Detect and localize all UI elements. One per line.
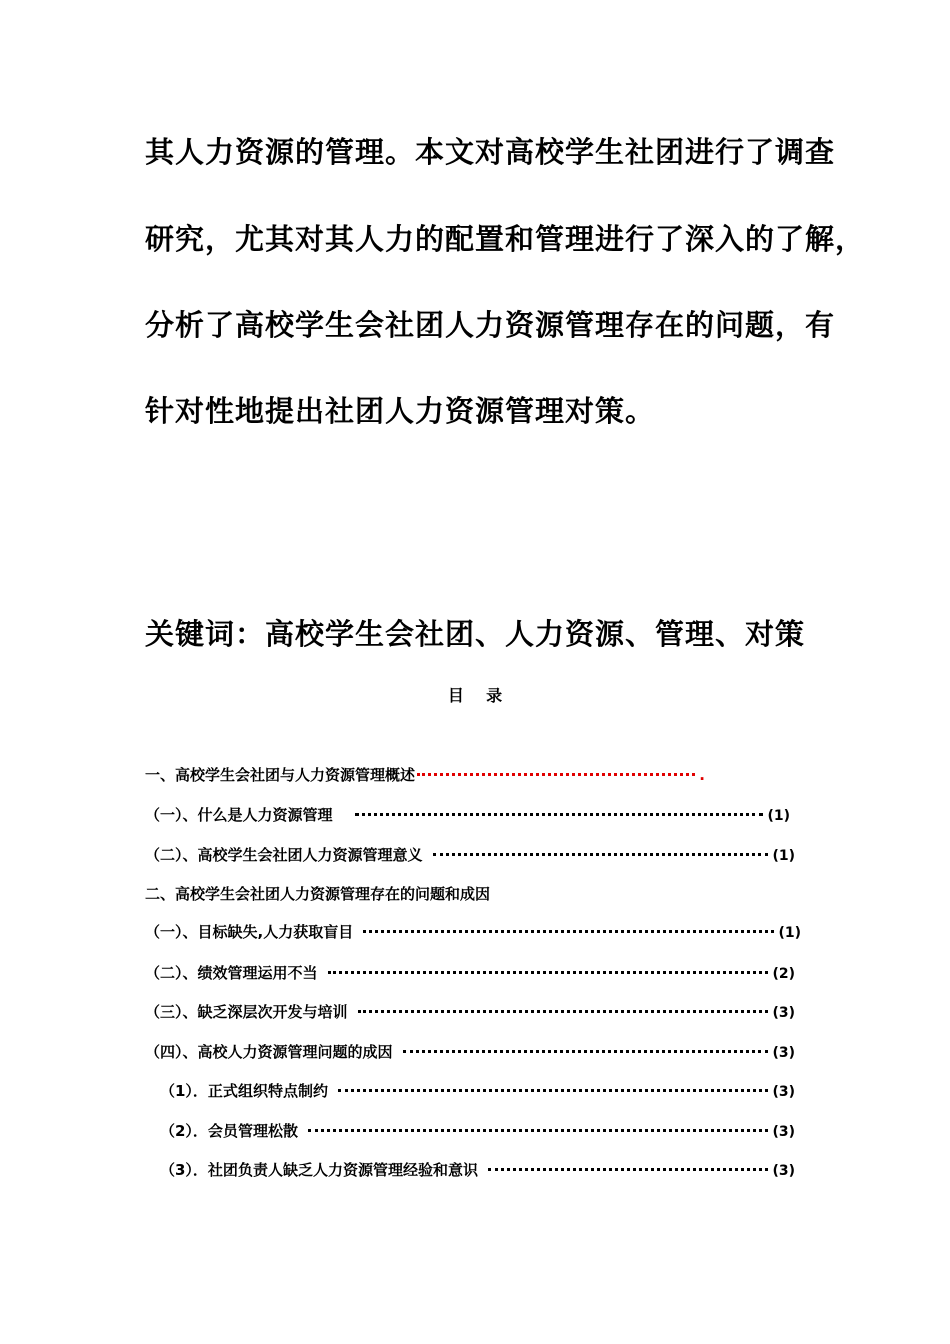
toc-entry-page: . xyxy=(699,766,705,784)
toc-entry-page: (3) xyxy=(772,1163,795,1179)
abstract-line: 针对性地提出社团人力资源管理对策。 xyxy=(145,394,656,428)
toc-entry-label: （二）、高校学生会社团人力资源管理意义 xyxy=(145,846,423,864)
abstract-line: 分析了高校学生会社团人力资源管理存在的问题，有 xyxy=(145,308,836,342)
toc-entry[interactable] xyxy=(160,1121,795,1142)
toc-entry[interactable] xyxy=(160,1081,795,1102)
toc-entry-page: (3) xyxy=(772,1045,795,1061)
toc-leader-dots xyxy=(358,1000,769,1013)
toc-leader-dots xyxy=(363,920,774,933)
toc-leader-dots xyxy=(433,843,769,856)
toc-entry[interactable] xyxy=(145,884,490,904)
toc-entry[interactable] xyxy=(145,1002,795,1023)
toc-entry-label: （1）．正式组织特点制约 xyxy=(160,1082,328,1100)
toc-entry-page: (3) xyxy=(772,1084,795,1100)
toc-entry-label: （二）、绩效管理运用不当 xyxy=(145,964,318,982)
toc-leader-dots xyxy=(355,803,764,816)
toc-leader-dots xyxy=(328,961,769,974)
abstract-line: 其人力资源的管理。本文对高校学生社团进行了调查 xyxy=(145,135,836,169)
toc-entry-page: (3) xyxy=(772,1124,795,1140)
toc-entry[interactable] xyxy=(160,1160,795,1181)
toc-entry-label: 二、高校学生会社团人力资源管理存在的问题和成因 xyxy=(145,885,491,903)
toc-leader-dots xyxy=(308,1119,769,1132)
toc-entry-page: (1) xyxy=(767,808,790,824)
toc-title: 目 录 xyxy=(447,686,503,705)
toc-entry[interactable] xyxy=(145,845,795,866)
toc-entry-label: （三）、缺乏深层次开发与培训 xyxy=(145,1003,348,1021)
toc-entry-page: (1) xyxy=(778,925,801,941)
toc-entry[interactable] xyxy=(145,765,705,785)
toc-entry-label: （一）、目标缺失,人力获取盲目 xyxy=(145,923,354,941)
toc-entry[interactable] xyxy=(145,963,795,984)
toc-leader-dots xyxy=(417,763,695,776)
toc-entry[interactable] xyxy=(145,922,801,943)
toc-entry-page: (3) xyxy=(772,1005,795,1021)
toc-entry-page: (1) xyxy=(772,848,795,864)
toc-leader-dots xyxy=(338,1079,769,1092)
abstract-line: 研究，尤其对其人力的配置和管理进行了深入的了解， xyxy=(145,222,866,256)
toc-leader-dots xyxy=(403,1040,769,1053)
toc-entry-label: （四）、高校人力资源管理问题的成因 xyxy=(145,1043,393,1061)
toc-entry[interactable] xyxy=(145,805,790,826)
toc-entry-label: （2）．会员管理松散 xyxy=(160,1122,298,1140)
toc-entry[interactable] xyxy=(145,1042,795,1063)
toc-entry-label: （一）、什么是人力资源管理 xyxy=(145,806,333,824)
toc-leader-dots xyxy=(488,1158,769,1171)
keywords-line: 关键词：高校学生会社团、人力资源、管理、对策 xyxy=(145,617,806,651)
toc-entry-label: 一、高校学生会社团与人力资源管理概述 xyxy=(145,766,416,784)
toc-entry-label: （3）．社团负责人缺乏人力资源管理经验和意识 xyxy=(160,1161,478,1179)
toc-entry-page: (2) xyxy=(772,966,795,982)
